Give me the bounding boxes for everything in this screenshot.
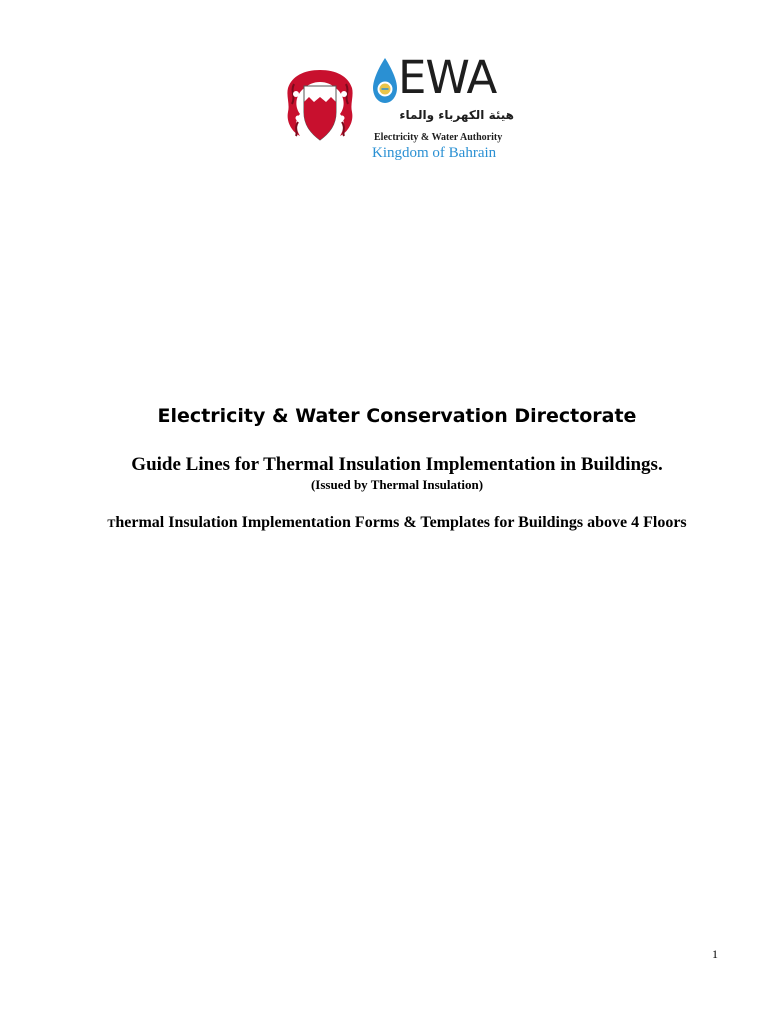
water-drop-icon xyxy=(372,58,398,104)
forms-title-first-letter: T xyxy=(107,516,116,530)
arabic-authority-name: هيئة الكهرباء والماء xyxy=(399,108,514,122)
issued-by-note: (Issued by Thermal Insulation) xyxy=(310,477,484,492)
header-logo-area xyxy=(284,51,520,168)
ewa-brand-letters: EWA xyxy=(398,51,497,104)
authority-name: Electricity & Water Authority xyxy=(374,132,503,143)
kingdom-name: Kingdom of Bahrain xyxy=(372,145,497,161)
guide-title: Guide Lines for Thermal Insulation Implementation in Buildings. xyxy=(131,454,663,475)
forms-title-rest: hermal Insulation Implementation Forms & Templates for Buildings above 4 Floors xyxy=(115,514,687,531)
forms-templates-title xyxy=(0,512,768,534)
ewa-logo xyxy=(372,51,520,168)
page-number: 1 xyxy=(712,947,718,961)
directorate-heading: Electricity & Water Conservation Directorate xyxy=(157,405,637,427)
coat-of-arms-icon xyxy=(284,66,356,146)
